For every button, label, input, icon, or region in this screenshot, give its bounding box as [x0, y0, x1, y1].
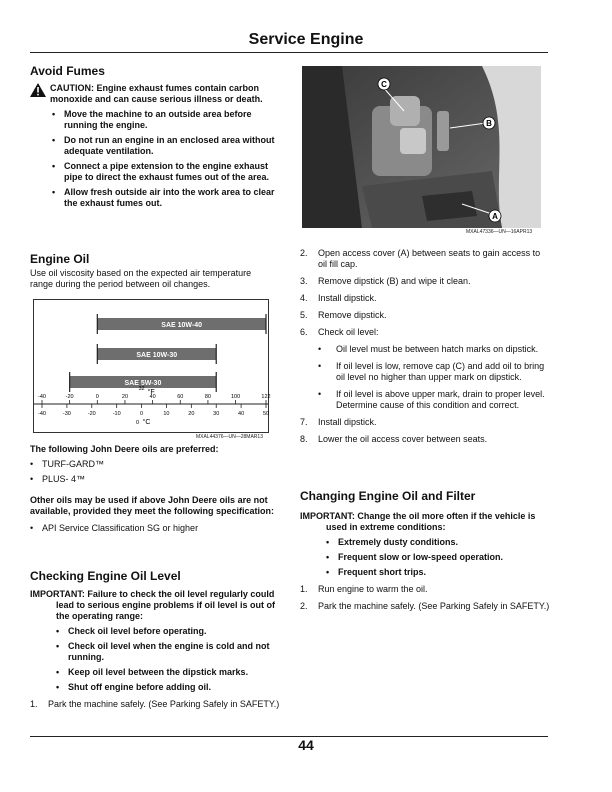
avoid-fumes-section: [30, 66, 280, 209]
caution-text: CAUTION: Engine exhaust fumes contain carbon monoxide and can cause serious illness or death.: [50, 83, 263, 104]
engine-photo-illustration: [302, 66, 541, 228]
celsius-tick-label: -30: [62, 411, 71, 417]
celsius-tick-label: 50: [262, 411, 270, 417]
celsius-tick-label: 0: [140, 411, 144, 417]
celsius-unit: °C: [142, 419, 151, 426]
warning-triangle-icon: [30, 83, 46, 97]
checking-heading: Checking Engine Oil Level: [30, 569, 181, 583]
list-item: • Do not run an engine in an enclosed area without adequate ventilation.: [52, 135, 280, 157]
engine-oil-section: [30, 254, 275, 290]
viscosity-bar-label: SAE 10W-30: [136, 352, 178, 359]
checking-steps: [30, 699, 280, 710]
celsius-tick-label: 30: [213, 411, 220, 417]
freezing-marker-f: 32: [138, 386, 145, 392]
chart-caption: MXAL44376—UN—28MAR13: [196, 434, 263, 440]
preferred-oils-section: [30, 444, 280, 534]
list-item: • Frequent short trips.: [326, 567, 550, 578]
list-item: • API Service Classification SG or higher: [30, 523, 280, 534]
step-item: [300, 327, 550, 411]
step-number: 7.: [300, 417, 308, 427]
oil-level-sub-bullets: [318, 344, 550, 411]
changing-important: IMPORTANT: Change the oil more often if the vehicle is used in extreme conditions:: [300, 511, 536, 532]
caution-block: [30, 83, 280, 105]
other-oils-label: Other oils may be used if above John Deere oils are not available, provided they meet the following specification:: [30, 495, 275, 516]
viscosity-chart: [33, 299, 269, 433]
header-rule: [30, 52, 548, 53]
viscosity-bar-label: SAE 10W-40: [161, 322, 203, 329]
step-text: Park the machine safely. (See Parking Safely in SAFETY.): [318, 601, 550, 611]
step-item: [300, 584, 550, 595]
step-number: 1.: [300, 584, 308, 594]
step-number: 1.: [30, 699, 38, 709]
changing-bullets: [300, 537, 550, 578]
celsius-tick-label: 10: [163, 411, 170, 417]
step-item: [300, 434, 550, 445]
list-item: • Shut off engine before adding oil.: [56, 682, 280, 693]
fahrenheit-tick-label: 40: [149, 394, 156, 400]
step-item: [300, 293, 550, 304]
checking-section: [30, 571, 280, 710]
right-steps-section: [300, 242, 550, 445]
step-text: Remove dipstick.: [318, 310, 387, 320]
step-text: Check oil level:: [318, 327, 379, 337]
step-text: Run engine to warm the oil.: [318, 584, 428, 594]
list-item: • If oil level is low, remove cap (C) and add oil to bring oil level no higher than upper mark on dipstick.: [318, 361, 550, 383]
page-number: 44: [298, 737, 314, 753]
freezing-marker-c: 0: [136, 420, 140, 426]
step-text: Open access cover (A) between seats to gain access to oil fill cap.: [318, 248, 541, 269]
avoid-fumes-heading: Avoid Fumes: [30, 64, 105, 78]
checking-bullets: [30, 626, 280, 693]
step-number: 3.: [300, 276, 308, 286]
changing-steps: [300, 584, 550, 612]
list-item: • Keep oil level between the dipstick marks.: [56, 667, 280, 678]
step-number: 6.: [300, 327, 308, 337]
list-item: • Connect a pipe extension to the engine exhaust pipe to direct the exhaust fumes out of the area.: [52, 161, 280, 183]
step-text: Park the machine safely. (See Parking Safely in SAFETY.): [48, 699, 280, 709]
photo-caption: MXAL47336—UN—16APR13: [466, 229, 533, 235]
step-number: 4.: [300, 293, 308, 303]
fumes-bullets: [30, 109, 280, 209]
step-item: [300, 310, 550, 321]
fahrenheit-tick-label: 60: [177, 394, 184, 400]
list-item: • Check oil level when the engine is cold and not running.: [56, 641, 280, 663]
list-item: • Move the machine to an outside area before running the engine.: [52, 109, 280, 131]
engine-oil-intro: Use oil viscosity based on the expected air temperature range during the period between oil changes.: [30, 268, 252, 289]
step-text: Install dipstick.: [318, 417, 377, 427]
step-item: [300, 601, 550, 612]
step-number: 8.: [300, 434, 308, 444]
changing-section: [300, 491, 550, 612]
step-item: [300, 276, 550, 287]
callout-a: A: [492, 212, 498, 221]
fahrenheit-tick-label: 100: [230, 394, 241, 400]
list-item: • PLUS- 4™: [30, 474, 280, 485]
callout-c: C: [381, 80, 387, 89]
fahrenheit-tick-label: 80: [204, 394, 211, 400]
step-number: 5.: [300, 310, 308, 320]
list-item: • TURF-GARD™: [30, 459, 280, 470]
step-text: Install dipstick.: [318, 293, 377, 303]
engine-oil-heading: Engine Oil: [30, 252, 90, 266]
list-item: • Oil level must be between hatch marks on dipstick.: [318, 344, 550, 355]
list-item: • Frequent slow or low-speed operation.: [326, 552, 550, 563]
list-item: • Extremely dusty conditions.: [326, 537, 550, 548]
fahrenheit-tick-label: -20: [65, 394, 74, 400]
preferred-label: The following John Deere oils are preferred:: [30, 444, 219, 454]
step-number: 2.: [300, 601, 308, 611]
callout-b: B: [486, 119, 492, 128]
celsius-tick-label: -20: [87, 411, 96, 417]
viscosity-bar-label: SAE 5W-30: [124, 380, 162, 387]
celsius-tick-label: 40: [238, 411, 245, 417]
step-item: [30, 699, 280, 710]
list-item: • If oil level is above upper mark, drain to proper level. Determine cause of this condition and correct.: [318, 389, 550, 411]
page-title: Service Engine: [248, 31, 364, 48]
step-text: Remove dipstick (B) and wipe it clean.: [318, 276, 471, 286]
celsius-tick-label: 20: [188, 411, 195, 417]
viscosity-chart-svg: [34, 300, 271, 432]
celsius-tick-label: -10: [112, 411, 121, 417]
step-item: [300, 248, 550, 270]
checking-important: IMPORTANT: Failure to check the oil level regularly could lead to serious engine problems if oil level is out of the operating range:: [30, 589, 276, 621]
fahrenheit-tick-label: 0: [95, 394, 99, 400]
fahrenheit-tick-label: 20: [121, 394, 129, 400]
celsius-tick-label: -40: [38, 411, 46, 417]
list-item: • Check oil level before operating.: [56, 626, 280, 637]
fahrenheit-tick-label: -40: [38, 394, 46, 400]
spec-list: [30, 523, 280, 534]
engine-compartment-photo: [302, 66, 541, 228]
list-item: • Allow fresh outside air into the work area to clear the exhaust fumes out.: [52, 187, 280, 209]
step-text: Lower the oil access cover between seats.: [318, 434, 488, 444]
step-number: 2.: [300, 248, 308, 258]
fahrenheit-tick-label: 122: [261, 394, 271, 400]
changing-heading: Changing Engine Oil and Filter: [300, 489, 476, 503]
oil-check-steps: [300, 248, 550, 445]
step-item: [300, 417, 550, 428]
preferred-list: [30, 459, 280, 485]
fahrenheit-unit: °F: [147, 389, 155, 396]
